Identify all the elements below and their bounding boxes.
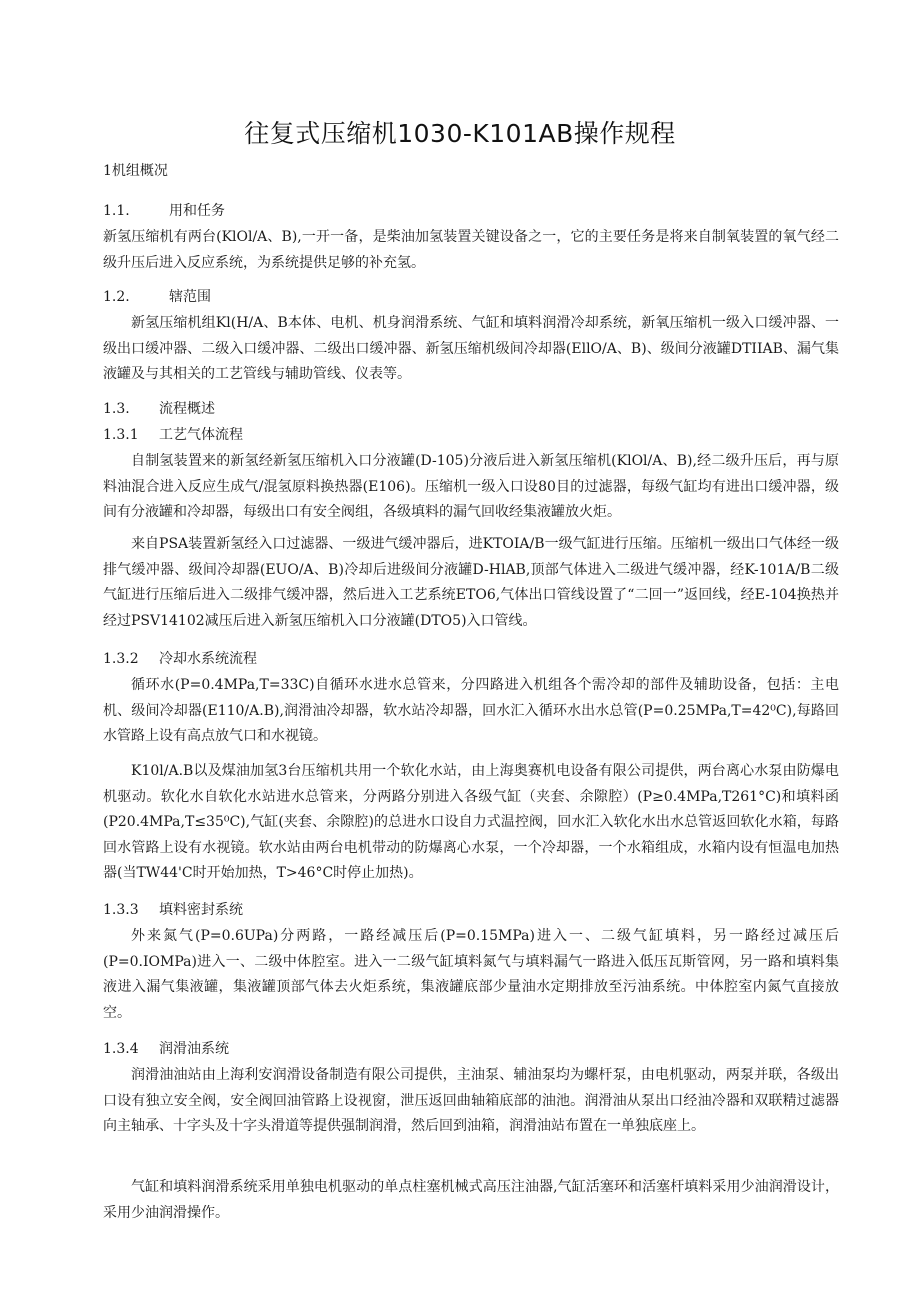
paragraph-8: 润滑油油站由上海利安润滑设备制造有限公司提供，主油泵、辅油泵均为螺杆泵，由电机驱动，两泵并联，各级出口设有独立安全阀，安全阀回油管路上设视窗，泄压返回曲轴箱底部的油池。润滑油从泵出口经油冷器和双联精过滤器向主轴承、十字头及十字头滑道等提供强制润滑，然后回到油箱，润滑油站布置在一单独底座上。 [103, 1067, 839, 1134]
section-number: 1.1. [103, 203, 130, 219]
section-1-3-1 [103, 424, 243, 444]
section-title: 工艺气体流程 [159, 427, 243, 443]
paragraph-1: 新氢压缩机有两台(KlOl/A、B),一开一备，是柴油加氢装置关键设备之一，它的主要任务是将来自制氧装置的氧气经二级升压后进入反应系统，为系统提供足够的补充氢。 [103, 229, 839, 271]
section-number: 1.2. [103, 289, 130, 305]
section-title: 冷却水系统流程 [159, 651, 257, 667]
paragraph-9: 气缸和填料润滑系统采用单独电机驱动的单点柱塞机械式高压注油器,气缸活塞环和活塞杆填料采用少油润滑设计，采用少油润滑操作。 [103, 1179, 839, 1221]
section-title: 辖范围 [169, 289, 211, 305]
paragraph-6: K10l∕A.B以及煤油加氢3台压缩机共用一个软化水站，由上海奥赛机电设备有限公司提供，两台离心水泵由防爆电机驱动。软化水自软化水站进水总管来，分两路分别进入各级气缸（夹套、余隙腔）(P≥0.4MPa,T261°C)和填料函(P20.4MPa,T≤35⁰C),气缸(夹套、余隙腔)的总进水口设自力式温控阀，回水汇入软化水出水总管返回软化水箱，每路回水管路上设有水视镜。软水站由两台电机带动的防爆离心水泵，一个冷却器，一个水箱组成，水箱内设有恒温电加热器(当TW44'C时开始加热，T>46°C时停止加热)。 [103, 763, 839, 881]
paragraph-3: 自制氢装置来的新氢经新氢压缩机入口分液罐(D-105)分液后进入新氢压缩机(KlOl/A、B),经二级升压后，再与原料油混合进入反应生成气/混氢原料换热器(E106)。压缩机一级入口设80目的过滤器，每级气缸均有进出口缓冲器，级间有分液罐和冷却器，每级出口有安全阀组，各级填料的漏气回收经集液罐放火炬。 [103, 453, 839, 520]
section-number: 1.3. [103, 401, 130, 417]
section-title: 流程概述 [159, 401, 215, 417]
section-number: 1.3.2 [103, 651, 139, 667]
section-number: 1.3.1 [103, 427, 139, 443]
section-title: 填料密封系统 [159, 902, 243, 918]
section-title: 用和任务 [169, 203, 225, 219]
section-number: 1.3.3 [103, 902, 139, 918]
paragraph-7: 外来氮气(P=0.6UPa)分两路，一路经减压后(P=0.15MPa)进入一、二级气缸填料，另一路经过减压后(P=0.IOMPa)进入一、二级中体腔室。进入一二级气缸填料氮气与填料漏气一路进入低压瓦斯管网，另一路和填料集液进入漏气集液罐，集液罐顶部气体去火炬系统，集液罐底部少量油水定期排放至污油系统。中体腔室内氮气直接放空。 [103, 928, 839, 1021]
section-1-3-3 [103, 899, 243, 919]
section-1-3-4 [103, 1038, 229, 1058]
paragraph-4: 来自PSA装置新氢经入口过滤器、一级进气缓冲器后，进KTOIA/B一级气缸进行压缩。压缩机一级出口气体经一级排气缓冲器、级间冷却器(EUO/A、B)冷却后进级间分液罐D-HlAB,顶部气体进入二级进气缓冲器，经K-101A/B二级气缸进行压缩后进入二级排气缓冲器，然后进入工艺系统ETO6,气体出口管线设置了“二回一”返回线，经E-104换热并经过PSV14102减压后进入新氢压缩机入口分液罐(DTO5)入口管线。 [103, 536, 839, 629]
paragraph-5: 循环水(P=0.4MPa,T=33C)自循环水进水总管来，分四路进入机组各个需冷却的部件及辅助设备，包括：主电机、级间冷却器(E110∕A.B),润滑油冷却器，软水站冷却器，回水汇入循环水出水总管(P=0.25MPa,T=42⁰C),每路回水管路上设有高点放气口和水视镜。 [103, 677, 839, 744]
section-1-2 [103, 286, 211, 306]
section-number: 1.3.4 [103, 1041, 139, 1057]
section-1-3 [103, 398, 215, 418]
heading-1: 1机组概况 [103, 163, 168, 179]
section-1-1 [103, 200, 225, 220]
paragraph-2: 新氢压缩机组Kl(H/A、B本体、电机、机身润滑系统、气缸和填料润滑冷却系统，新氧压缩机一级入口缓冲器、一级出口缓冲器、二级入口缓冲器、二级出口缓冲器、新氢压缩机级间冷却器(EllO/A、B)、级间分液罐DTIIAB、漏气集液罐及与其相关的工艺管线与辅助管线、仪表等。 [103, 315, 839, 382]
section-1-3-2 [103, 648, 257, 668]
section-title: 润滑油系统 [159, 1041, 229, 1057]
document-title: 往复式压缩机1030-K101AB操作规程 [244, 119, 676, 148]
